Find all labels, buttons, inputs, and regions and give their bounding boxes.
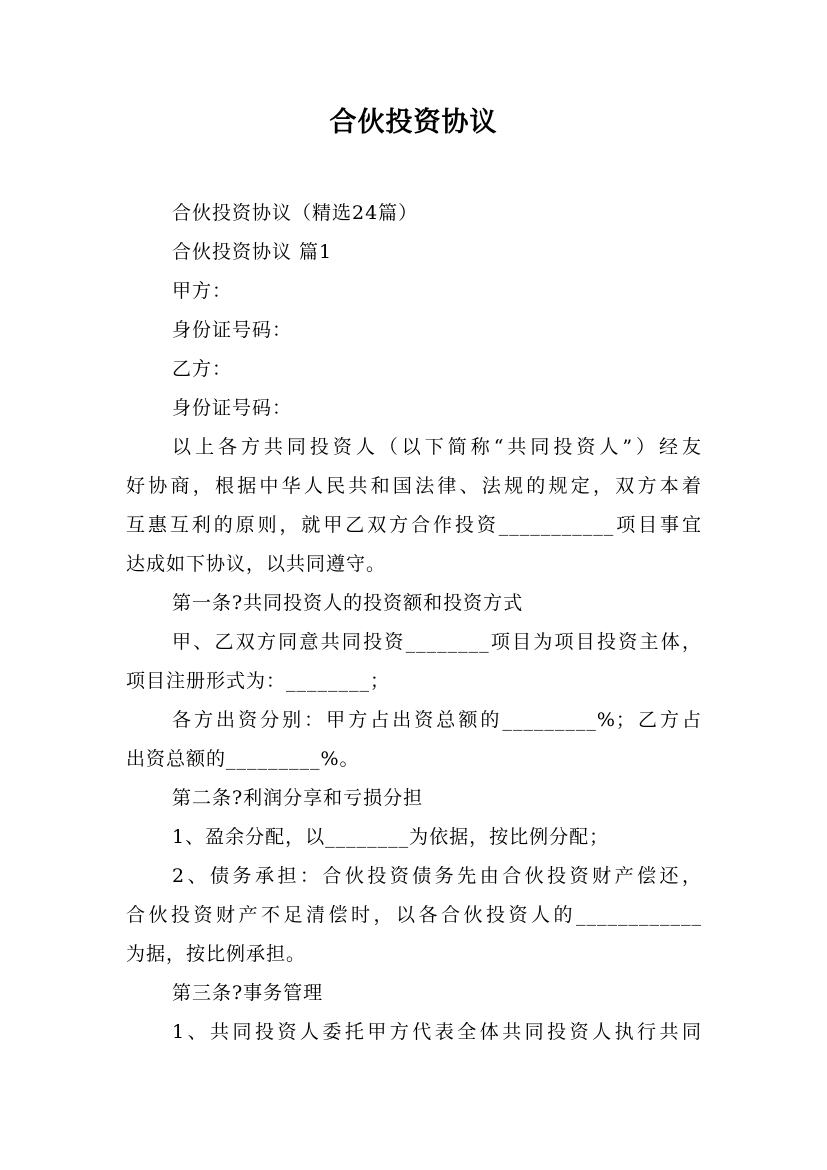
article-heading: 第一条?共同投资人的投资额和投资方式 [172,592,524,614]
party-b-line: 乙方： [172,358,233,380]
document-title: 合伙投资协议 [329,107,498,138]
paragraph-line: 各方出资分别：甲方占出资总额的_________%；乙方占 [172,709,702,731]
party-a-line: 甲方： [172,280,233,302]
party-b-id-line: 身份证号码： [172,397,293,419]
paragraph-line: 好协商，根据中华人民共和国法律、法规的规定，双方本着 [126,475,702,497]
paragraph-line: 合伙投资财产不足清偿时，以各合伙投资人的____________ [126,904,702,926]
document-body [126,194,702,1052]
paragraph-line: 2、债务承担：合伙投资债务先由合伙投资财产偿还， [172,865,702,887]
paragraph-line: 以上各方共同投资人（以下简称“共同投资人”）经友 [172,436,702,458]
subtitle-line: 合伙投资协议（精选24篇） [172,202,419,224]
article-heading: 第三条?事务管理 [172,982,324,1004]
paragraph-line: 1、共同投资人委托甲方代表全体共同投资人执行共同 [172,1021,702,1043]
paragraph-line: 互惠互利的原则，就甲乙双方合作投资___________项目事宜 [126,514,702,536]
paragraph-line: 项目注册形式为：________； [126,670,391,692]
party-a-id-line: 身份证号码： [172,319,293,341]
article-heading: 第二条?利润分享和亏损分担 [172,787,424,809]
paragraph-line: 为据，按比例承担。 [126,943,307,965]
paragraph-line: 1、盈余分配，以________为依据，按比例分配； [172,826,610,848]
paragraph-line: 甲、乙双方同意共同投资________项目为项目投资主体， [172,631,702,653]
section-heading-line: 合伙投资协议 篇1 [172,241,333,263]
paragraph-line: 出资总额的_________%。 [126,748,360,770]
paragraph-line: 达成如下协议，以共同遵守。 [126,553,387,575]
